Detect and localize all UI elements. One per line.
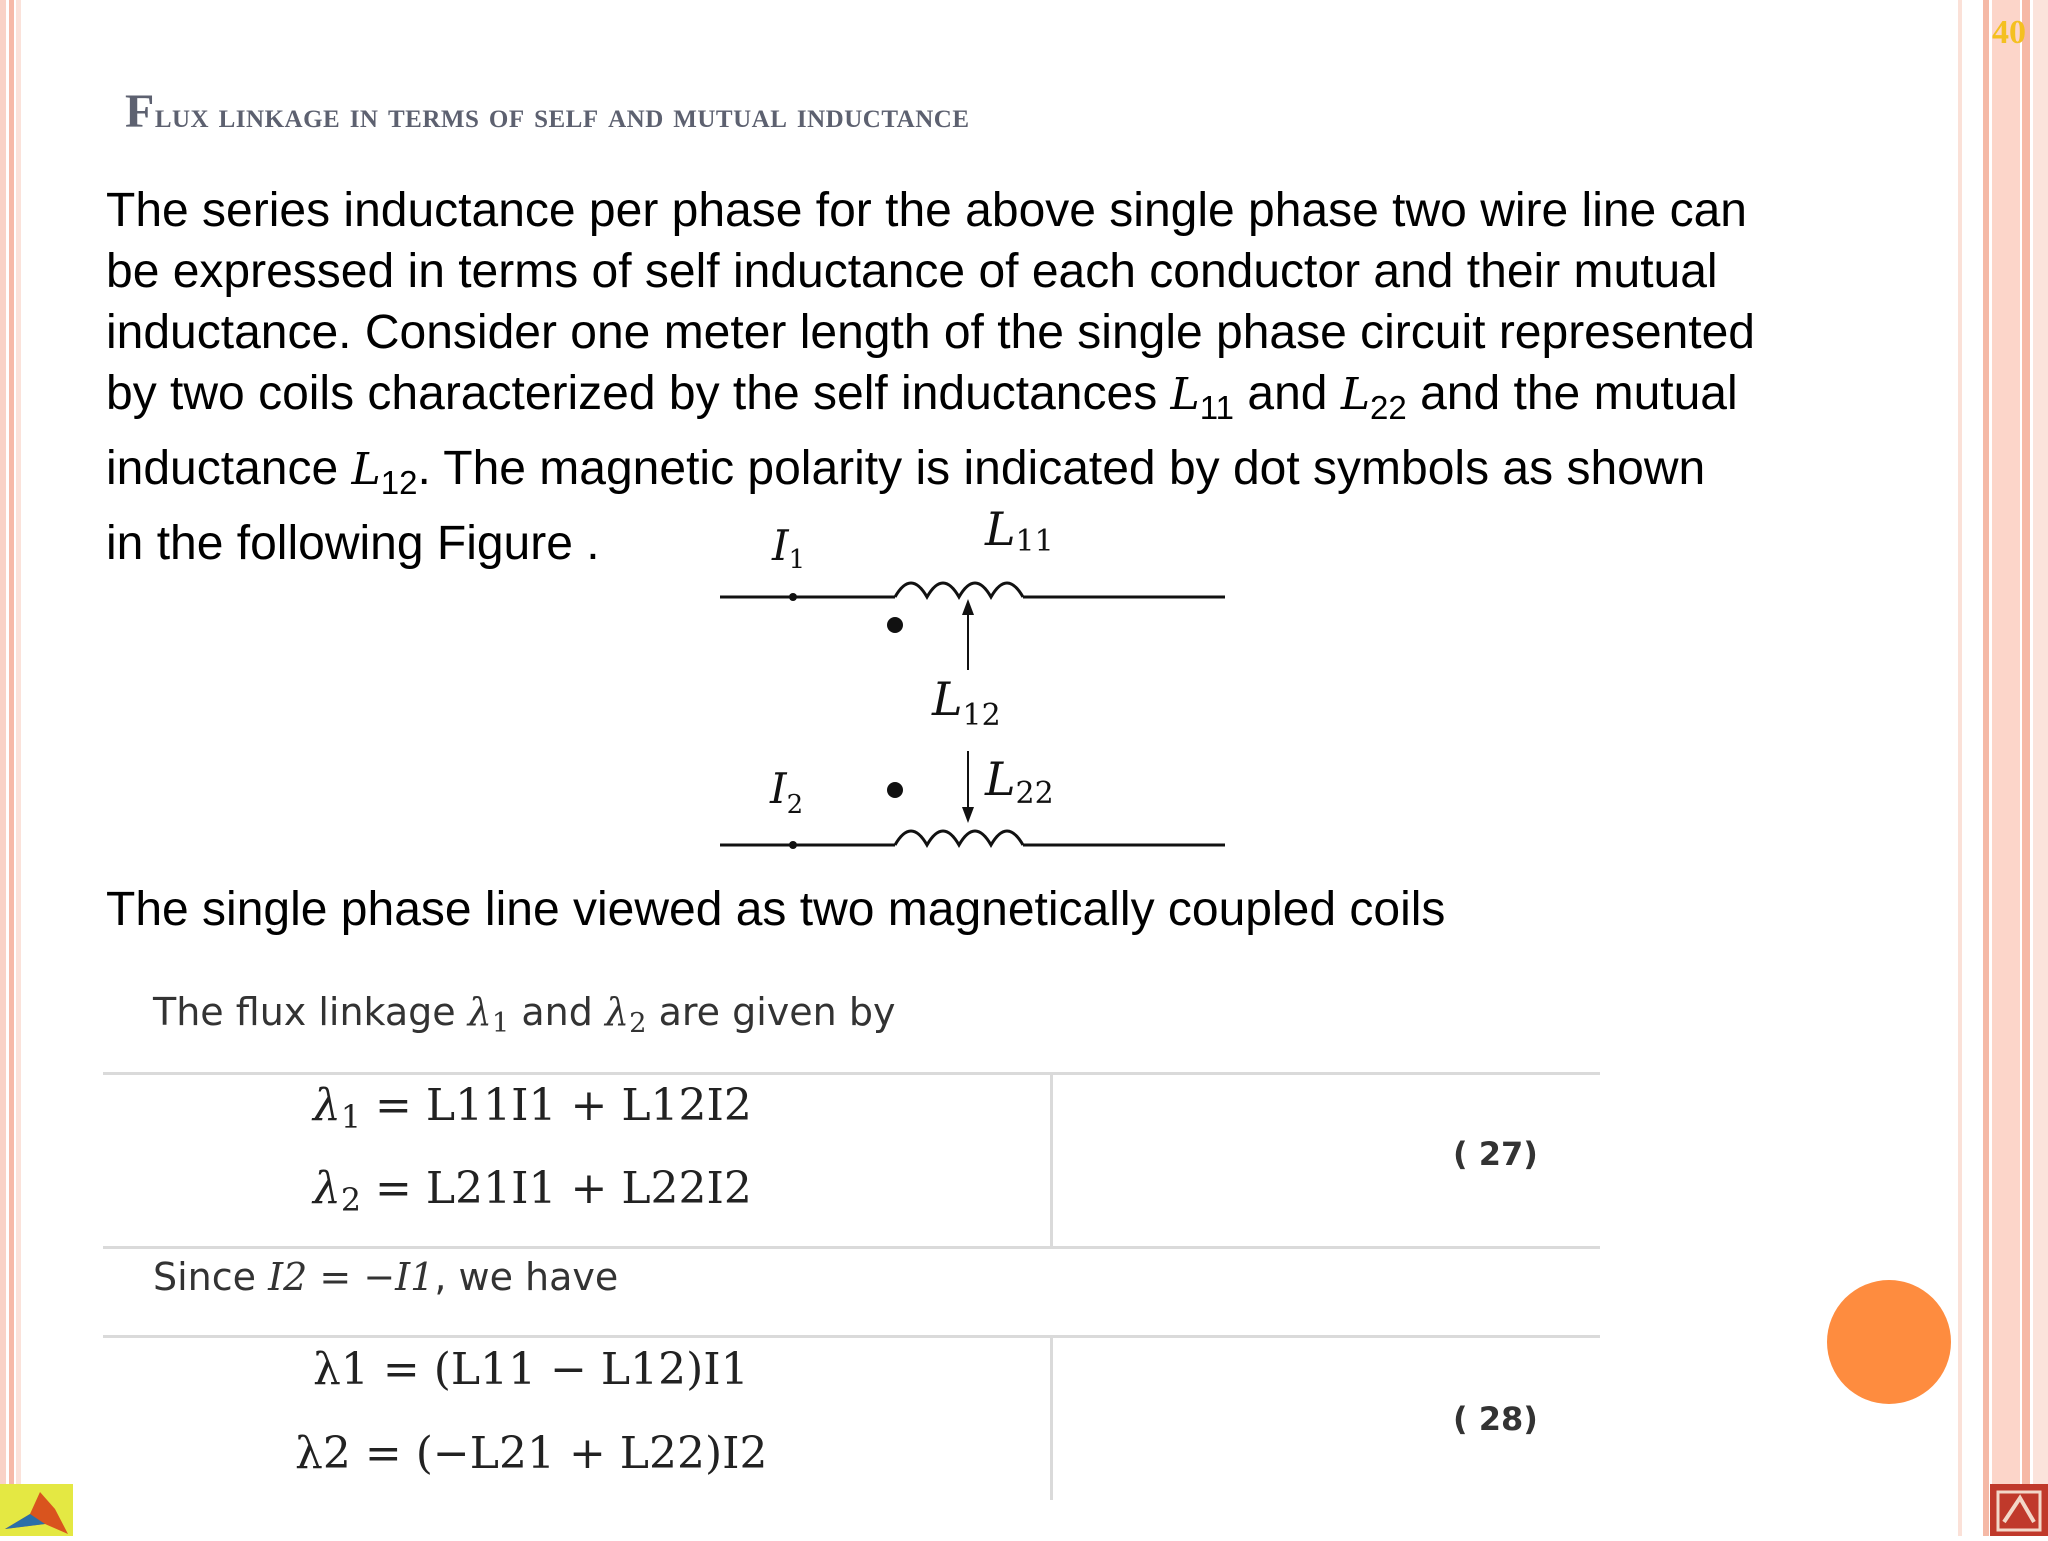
paragraph-text: and <box>1247 367 1328 420</box>
label-L12: $L_{12}$ <box>932 672 1001 733</box>
institution-logo-shape <box>1990 1484 2048 1536</box>
symbol-L22: $L_{22}$ <box>1340 369 1407 426</box>
matlab-logo-shape <box>0 1484 73 1536</box>
paragraph-line: inductance. Consider one meter length of the single phase circuit represented <box>106 306 1755 359</box>
table-rule <box>103 1072 1600 1075</box>
paragraph-line: in the following Figure . <box>106 517 600 570</box>
mutual-arrowhead-down <box>962 807 974 823</box>
paragraph-text: . The magnetic polarity is indicated by dot symbols as shown <box>417 442 1706 495</box>
page-number: 40 <box>1992 14 2026 51</box>
right-border-stripe <box>1983 0 1989 1536</box>
coupled-coils-figure <box>710 505 1240 865</box>
right-border-stripe <box>1992 0 2020 1536</box>
paragraph-text: by two coils characterized by the self inductances <box>106 367 1158 420</box>
equation-27-line2: $\lambda_2 = L21I1 + L22I2$ <box>313 1163 752 1219</box>
equation-number-27: ( 27) <box>1453 1135 1538 1173</box>
paragraph-line <box>106 363 1946 438</box>
label-L22: L22 <box>985 752 1054 811</box>
matlab-logo-icon[interactable] <box>0 1484 73 1536</box>
bottom-coil <box>895 831 1023 845</box>
symbol-L11: $L_{11}$ <box>1170 369 1235 426</box>
table-rule <box>103 1335 1600 1338</box>
left-border-stripe <box>9 0 14 1536</box>
coupled-coils-diagram <box>710 505 1240 865</box>
right-border-stripe <box>1958 0 1962 1536</box>
top-coil <box>895 583 1023 597</box>
bottom-wire-node <box>789 841 797 849</box>
table-column-rule <box>1050 1074 1053 1246</box>
bottom-polarity-dot <box>887 782 903 798</box>
equation-28-line2: λ2 = (−L21 + L22)I2 <box>295 1428 768 1479</box>
since-statement: Since I2 = −I1, we have <box>153 1255 619 1299</box>
table-column-rule <box>1050 1337 1053 1500</box>
equation-28-line1: λ1 = (L11 − L12)I1 <box>313 1344 749 1395</box>
table-rule <box>103 1246 1600 1249</box>
right-border-stripe <box>2033 0 2048 1536</box>
right-border-stripe <box>2022 0 2030 1536</box>
figure-caption: The single phase line viewed as two magnetically coupled coils <box>106 883 1446 936</box>
left-border-stripe <box>0 0 6 1536</box>
symbol-L12: $L_{12}$ <box>351 444 418 501</box>
top-polarity-dot <box>887 617 903 633</box>
title-first-letter: F <box>125 85 155 138</box>
institution-logo-icon <box>1990 1484 2048 1536</box>
title-rest: lux linkage in terms of self and mutual inductance <box>154 95 970 135</box>
paragraph-line <box>106 438 1946 513</box>
mutual-arrowhead-up <box>962 599 974 615</box>
paragraph-line: be expressed in terms of self inductance of each conductor and their mutual <box>106 245 1718 298</box>
equation-27-line1: $\lambda_1 = L11I1 + L12I2$ <box>313 1080 752 1136</box>
label-L11: L11 <box>985 505 1054 559</box>
label-I1: I1 <box>772 521 806 575</box>
flux-intro-text: The flux linkage $\lambda_1$ and $\lambda_2$ are given by <box>153 990 896 1039</box>
left-border-stripe <box>16 0 21 1536</box>
paragraph-line: The series inductance per phase for the above single phase two wire line can <box>106 184 1747 237</box>
label-I2: $I_2$ <box>770 764 804 820</box>
slide-title <box>125 84 970 139</box>
paragraph-text: inductance <box>106 442 339 495</box>
equation-number-28: ( 28) <box>1453 1400 1538 1438</box>
decorative-circle <box>1827 1280 1951 1404</box>
top-wire-node <box>789 593 797 601</box>
paragraph-text: and the mutual <box>1420 367 1738 420</box>
